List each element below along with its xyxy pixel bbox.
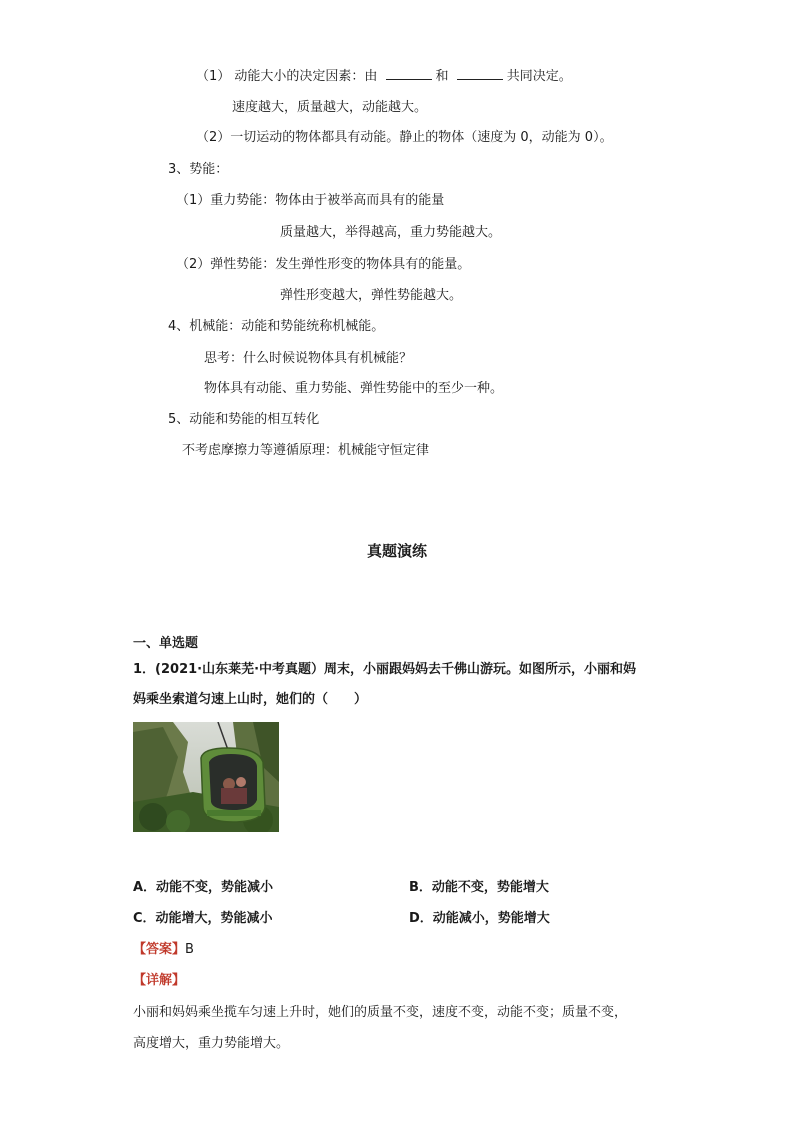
mechanical-answer: 物体具有动能、重力势能、弹性势能中的至少一种。 (204, 381, 504, 396)
option-b[interactable]: B．动能不变，势能增大 (409, 880, 549, 895)
answer-row (133, 941, 194, 959)
mechanical-heading: 4、机械能：动能和势能统称机械能。 (168, 319, 385, 334)
mechanical-think: 思考：什么时候说物体具有机械能？ (204, 351, 413, 366)
kinetic-item-1-text-b: 和 (435, 69, 449, 84)
detail-line-2: 高度增大，重力势能增大。 (133, 1036, 290, 1051)
option-a[interactable]: A．动能不变，势能减小 (133, 880, 274, 895)
kinetic-item-2: （2）一切运动的物体都具有动能。静止的物体（速度为 0，动能为 0）。 (196, 130, 613, 145)
option-d[interactable]: D．动能减小，势能增大 (409, 911, 550, 926)
fill-blank-2[interactable] (457, 67, 503, 80)
gravity-potential-sub: 质量越大，举得越高，重力势能越大。 (280, 225, 502, 240)
conversion-principle: 不考虑摩擦力等遵循原理：机械能守恒定律 (182, 443, 430, 458)
question-1-line-2: 妈乘坐索道匀速上山时，她们的（ ） (133, 692, 368, 707)
detail-row (133, 972, 185, 990)
section-heading: 一、单选题 (133, 636, 199, 651)
option-c[interactable]: C．动能增大，势能减小 (133, 911, 273, 926)
answer-value: B (185, 942, 194, 957)
answer-tag: 【答案】 (133, 942, 186, 957)
cable-car-photo (133, 722, 279, 832)
elastic-potential-sub: 弹性形变越大，弹性势能越大。 (280, 288, 463, 303)
fill-blank-1[interactable] (386, 67, 432, 80)
potential-heading: 3、势能： (168, 162, 229, 177)
kinetic-item-1-text-a: （1） 动能大小的决定因素：由 (196, 69, 378, 84)
cable-car-image (133, 722, 279, 832)
elastic-potential: （2）弹性势能：发生弹性形变的物体具有的能量。 (176, 257, 471, 272)
kinetic-item-1-text-c: 共同决定。 (506, 69, 572, 84)
kinetic-item-1-sub: 速度越大，质量越大，动能越大。 (232, 100, 428, 115)
exercise-title: 真题演练 (366, 542, 427, 560)
detail-line-1: 小丽和妈妈乘坐揽车匀速上升时，她们的质量不变，速度不变，动能不变；质量不变， (133, 1005, 628, 1020)
kinetic-item-1 (196, 67, 572, 86)
conversion-heading: 5、动能和势能的相互转化 (168, 412, 320, 427)
question-1-line-1: 1．(2021·山东莱芜·中考真题）周末，小丽跟妈妈去千佛山游玩。如图所示，小丽和妈 (133, 662, 637, 677)
gravity-potential: （1）重力势能：物体由于被举高而具有的能量 (176, 193, 445, 208)
detail-tag: 【详解】 (133, 973, 186, 988)
